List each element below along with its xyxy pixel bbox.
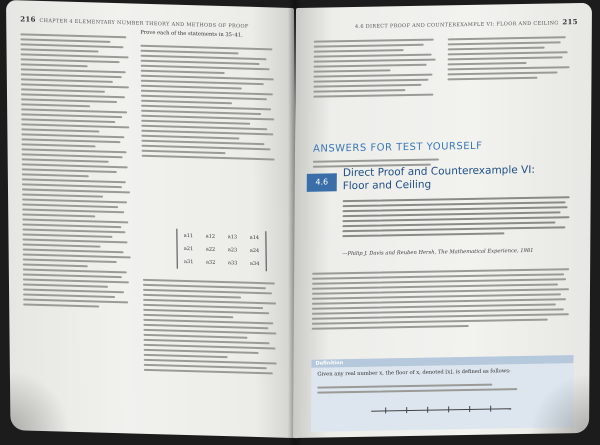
left-page-number: 216 [20,14,36,24]
right-page-number: 215 [562,17,578,27]
left-column-text [20,30,135,311]
definition-text: Given any real number x, the floor of x, denoted ⌊x⌋, is defined as follows: [317,368,511,378]
quote-author: —Philip J. Davis and Reuben Hersh, The Mathematical Experience, 1981 [342,247,534,258]
page-shadow [10,370,71,432]
section-number-badge: 4.6 [307,173,337,192]
exercise-column-left [313,35,441,100]
definition-label: Definition [315,360,344,367]
number-line [371,408,511,411]
section-title-line2: Floor and Ceiling [342,178,432,193]
section-title-line1: Direct Proof and Counterexample VI: [342,163,535,180]
right-column-text [140,42,281,164]
left-page-header [20,14,249,29]
right-column-text-lower [143,276,284,378]
exercise-column-right [447,33,575,83]
section-title [343,164,535,193]
matrix-figure: a11 a12 a13 a14 a21 a22 a23 a24 a31 a32 a33 a34 [176,229,266,272]
body-paragraphs [312,265,574,333]
answers-title: ANSWERS FOR TEST YOURSELF [312,140,483,155]
right-page [293,3,592,438]
page-shadow-right [529,373,589,434]
epigraph-text [342,193,574,240]
exercise-intro: Prove each of the statements in 35–41. [140,29,243,39]
left-page [6,0,298,438]
right-header-text: 4.6 DIRECT PROOF AND COUNTEREXAMPLE VI: FLOOR AND CEILING [354,20,559,30]
left-header-text: CHAPTER 4 ELEMENTARY NUMBER THEORY AND METHODS OF PROOF [39,17,249,30]
right-page-header [355,17,578,30]
